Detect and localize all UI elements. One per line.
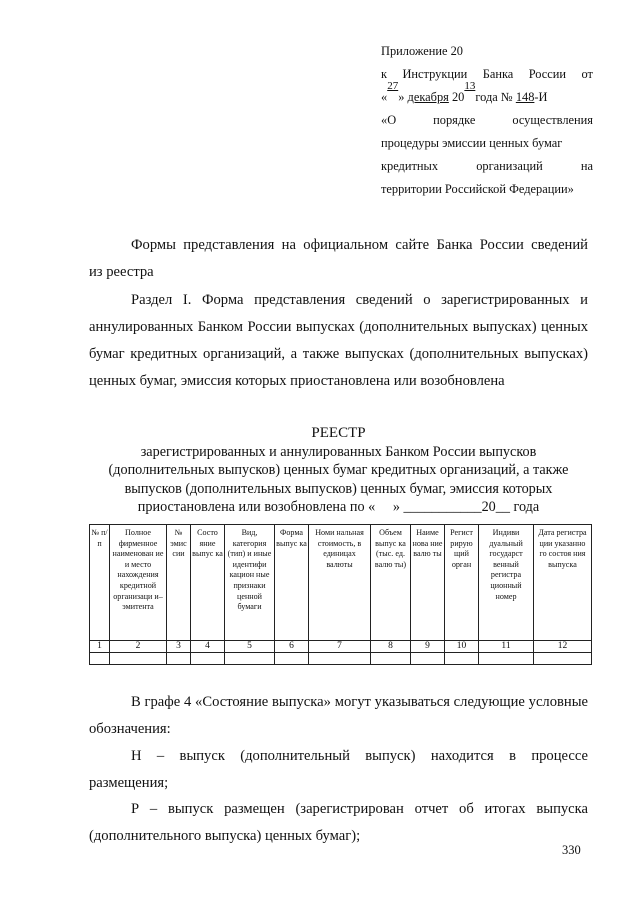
section-1-paragraph: Раздел I. Форма представления сведений о зарегистрированных и аннулированных Банком России выпусках (дополнительных выпусках) ценных бумаг кредитных организаций, а также выпусках (дополнительных выпусках) ценных бумаг, эмиссия которых приостановлена или возобновлена — [89, 292, 588, 389]
empty-cell — [371, 653, 411, 665]
empty-cell — [225, 653, 275, 665]
month: декабря — [407, 90, 449, 104]
empty-cell — [275, 653, 309, 665]
table-header-row — [90, 525, 592, 641]
day: 27 — [387, 80, 399, 92]
empty-cell — [90, 653, 110, 665]
empty-cell — [309, 653, 371, 665]
header-cell: Дата регистра ции указанно го состоя ния выпуска — [534, 525, 592, 641]
forms-heading-line2: из реестра — [89, 264, 154, 280]
instruction-number: 148 — [515, 90, 535, 104]
column-number: 9 — [411, 641, 445, 653]
column-number: 4 — [191, 641, 225, 653]
page-number: 330 — [562, 843, 581, 857]
appendix-title: Приложение 20 — [381, 44, 463, 58]
header-cell: Регист рирую щий орган — [445, 525, 479, 641]
header-cell: Полное фирменное наименован ие и место нахождения кредитной организаци и– эмитента — [110, 525, 167, 641]
registry-title-block — [89, 424, 588, 517]
registry-title: РЕЕСТР — [311, 425, 366, 441]
registry-subtitle-4: приостановлена или возобновлена по « » ___________20__ года — [137, 499, 540, 515]
header-cell: Форма выпус ка — [275, 525, 309, 641]
notes-paragraph-3: Р – выпуск размещен (зарегистрирован отчет об итогах выпуска (дополнительного выпуска) ценных бумаг); — [89, 801, 588, 844]
year-suffix: 13 — [464, 80, 476, 92]
registry-subtitle-2: (дополнительных выпусков) ценных бумаг кредитных организаций, а также — [108, 462, 569, 478]
header-cell: Состо яние выпус ка — [191, 525, 225, 641]
column-number: 12 — [534, 641, 592, 653]
column-number: 3 — [167, 641, 191, 653]
empty-cell — [167, 653, 191, 665]
word: организаций — [476, 159, 543, 173]
registry-subtitle-3: выпусков (дополнительных выпусков) ценных бумаг, эмиссия которых — [124, 480, 553, 497]
header-cell: Объем выпус ка (тыс. ед. валю ты) — [371, 525, 411, 641]
appendix-procedure-line: процедуры эмиссии ценных бумаг — [381, 136, 563, 150]
word: осуществления — [512, 113, 593, 127]
word: Инструкции — [402, 67, 468, 81]
number-suffix: -И — [534, 90, 548, 104]
registry-table — [89, 524, 592, 665]
year-prefix: 20 — [451, 90, 465, 104]
appendix-credit-line — [381, 155, 593, 178]
word: порядке — [433, 113, 476, 127]
table-empty-row — [90, 653, 592, 665]
quote-close: » — [398, 90, 405, 104]
forms-heading-line1: Формы представления на официальном сайте Банка России сведений — [131, 237, 588, 253]
header-cell: Номи нальная стоимость, в единицах валюты — [309, 525, 371, 641]
empty-cell — [534, 653, 592, 665]
column-number: 11 — [479, 641, 534, 653]
appendix-territory-line: территории Российской Федерации» — [381, 182, 574, 196]
header-cell: Наиме нова ние валю ты — [411, 525, 445, 641]
column-number: 6 — [275, 641, 309, 653]
word: кредитных — [381, 159, 439, 173]
header-cell: № п/п — [90, 525, 110, 641]
registry-subtitle-1: зарегистрированных и аннулированных Банком России выпусков — [140, 443, 537, 460]
empty-cell — [191, 653, 225, 665]
column-number: 7 — [309, 641, 371, 653]
word: «О — [381, 113, 397, 127]
header-cell: Индиви дуальный государст венный регистра ционный номер — [479, 525, 534, 641]
column-number: 8 — [371, 641, 411, 653]
table-number-row — [90, 641, 592, 653]
quote-open: « — [381, 90, 388, 104]
empty-cell — [411, 653, 445, 665]
column-number: 5 — [225, 641, 275, 653]
appendix-date-line — [381, 80, 593, 109]
column-number: 1 — [90, 641, 110, 653]
word: к — [381, 67, 388, 81]
appendix-about-line — [381, 109, 593, 132]
empty-cell — [110, 653, 167, 665]
header-cell: Вид, категория (тип) и иные идентифи кацион ные признаки ценной бумаги — [225, 525, 275, 641]
column-number: 2 — [110, 641, 167, 653]
empty-cell — [479, 653, 534, 665]
word: от — [581, 67, 593, 81]
appendix-header — [381, 40, 593, 201]
notes-paragraph-2: Н – выпуск (дополнительный выпуск) находится в процессе размещения; — [89, 748, 588, 791]
notes-paragraph-1: В графе 4 «Состояние выпуска» могут указываться следующие условные обозначения: — [89, 694, 588, 737]
word: России — [528, 67, 567, 81]
word: Банка — [482, 67, 514, 81]
word: на — [580, 159, 593, 173]
column-number: 10 — [445, 641, 479, 653]
empty-cell — [445, 653, 479, 665]
appendix-instruction-line — [381, 63, 593, 86]
year-word: года № — [475, 90, 513, 104]
header-cell: № эмис сии — [167, 525, 191, 641]
